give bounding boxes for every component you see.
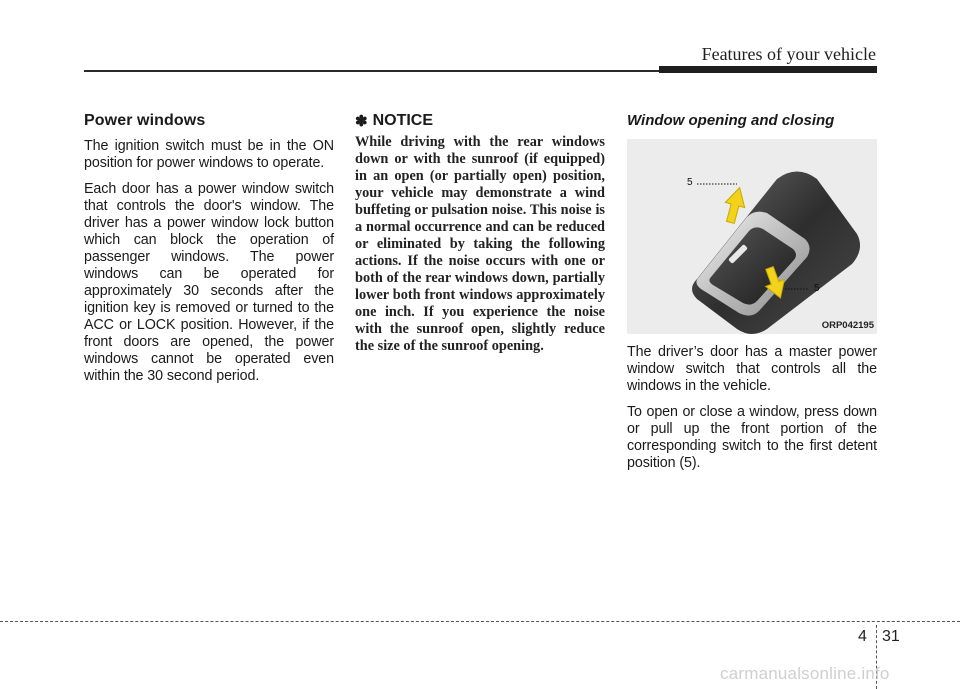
- page-number: 31: [882, 628, 900, 645]
- notice-column: [355, 112, 605, 355]
- window-switch-illustration: [627, 139, 877, 334]
- left-column: [84, 112, 334, 394]
- paragraph-master-switch: The driver’s door has a master power window switch that controls all the windows in the vehicle.: [627, 344, 877, 394]
- notice-star-icon: ✽: [355, 113, 368, 130]
- watermark: carmanualsonline.info: [720, 664, 890, 683]
- figure-label-lower: 5: [814, 283, 820, 294]
- figure-code: ORP042195: [821, 320, 874, 331]
- page-header-title: Features of your vehicle: [701, 44, 876, 64]
- window-switch-figure: [627, 139, 877, 334]
- notice-heading-label: NOTICE: [372, 112, 434, 129]
- chapter-number: 4: [858, 628, 867, 645]
- footer-rule: [0, 621, 960, 622]
- header-rule-thick: [659, 66, 877, 73]
- right-column: [627, 112, 877, 481]
- notice-text: While driving with the rear windows down or with the sunroof (if equipped) in an open (or partially open) position, your vehicle may demonstrate a wind buffeting or pulsation noise. This noise is a normal occurrence and can be reduced or eliminated by taking the following actions. If the noise occurs with one or both of the rear windows down, partially lower both front windows approximately one inch. If you experience the noise with the sunroof open, slightly reduce the size of the sunroof opening.: [355, 134, 605, 354]
- subsection-heading-window-opening: Window opening and closing: [627, 112, 835, 129]
- notice-heading: [355, 112, 605, 130]
- figure-label-upper: 5: [687, 177, 693, 188]
- paragraph-ignition: The ignition switch must be in the ON position for power windows to operate.: [84, 138, 334, 171]
- header-rule-thin: [84, 70, 660, 72]
- paragraph-switches: Each door has a power window switch that controls the door's window. The driver has a power window lock button which can block the operation of passenger windows. The power windows can be operated for approximately 30 seconds after the ignition key is removed or turned to the ACC or LOCK position. However, if the front doors are opened, the power windows cannot be operated even within the 30 second period.: [84, 181, 334, 384]
- section-heading-power-windows: Power windows: [84, 112, 206, 129]
- paragraph-open-close: To open or close a window, press down or pull up the front portion of the corresponding switch to the first detent position (5).: [627, 404, 877, 471]
